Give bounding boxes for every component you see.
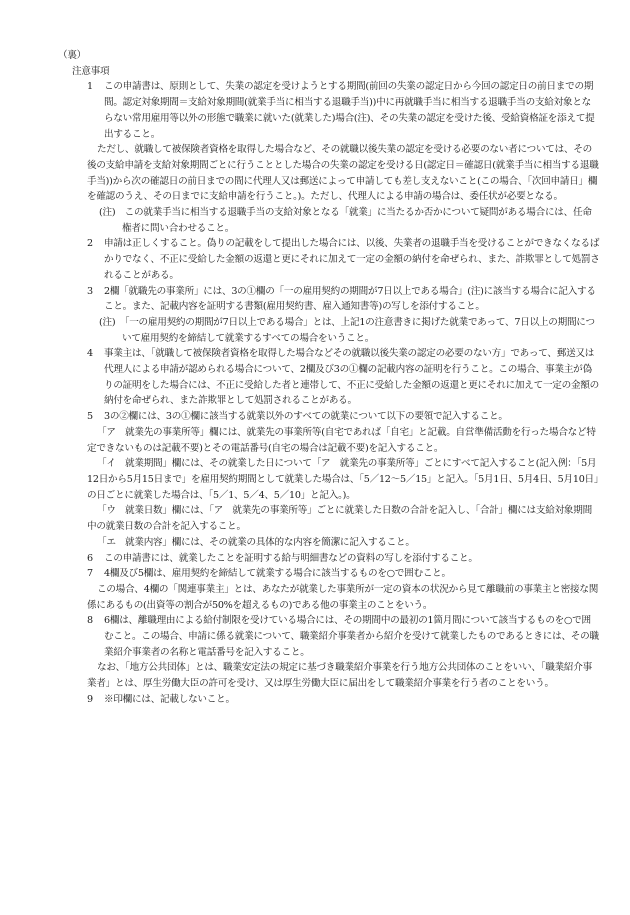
item-number: 8: [87, 615, 93, 627]
item-text: 申請は正しくすること。偽りの記載をして提出した場合には、以後、失業者の退職手当を受けることができなくなるばかりでなく、不正に受給した金額の返還と更にそれに加えて一定の金額の納付を命ぜられ、また、詐欺罪として処罰されることがある。: [104, 238, 600, 281]
item-text: 4欄及び5欄は、雇用契約を締結して就業する場合に該当するものを○で囲むこと。: [104, 568, 451, 580]
list-item-note: (注) この就業手当に相当する退職手当の支給対象となる「就業」に当たるか否かについて疑問がある場合には、任命権者に問い合わせること。: [99, 207, 592, 234]
list-item: [66, 566, 600, 582]
item-number: 7: [87, 568, 93, 580]
item-text: この申請書は、原則として、失業の認定を受けようとする期間(前回の失業の認定日から今回の認定日の前日までの期間。認定対象期間＝支給対象期間(就業手当に相当する退職手当))中に再就職手当に相当する退職手当の支給対象とならない常用雇用等以外の形態で職業に就いた(就業した)場合(注)、その失業の認定を受けた後、受給資格証を添えて提出すること。: [104, 81, 595, 140]
list-item: [66, 284, 600, 315]
list-item-continuation: この場合、4欄の「関連事業主」とは、あなたが就業した事業所が一定の資本の状況から見て離職前の事業主と密接な関係にあるもの(出資等の割合が50%を超えるもの)である他の事業主のことをいう。: [87, 583, 599, 611]
item-number: 3: [87, 285, 93, 297]
item-number: 1: [87, 81, 93, 93]
list-item-continuation: ただし、就職して被保険者資格を取得した場合など、その就職以後失業の認定を受ける必要のない者については、その後の支給申請を支給対象期間ごとに行うこととした場合の失業の認定を受ける日(認定日＝確認日(就業手当に相当する退職手当))から次の確認日の前日までの間に代理人又は郵送によって申請しても差し支えないこと(この場合、「次回申請日」欄を確認のうえ、その日までに支給申請を行うこと。)。ただし、代理人による申請の場合は、委任状が必要となる。: [87, 144, 599, 203]
item-number: 4: [87, 348, 93, 360]
sub-item: 「ウ 就業日数」欄には、「ア 就業先の事業所等」ごとに就業した日数の合計を記入し、「合計」欄には支給対象期間中の就業日数の合計を記入すること。: [87, 505, 592, 533]
item-number: 6: [87, 552, 93, 564]
list-item: [66, 551, 600, 567]
list-item: [66, 79, 600, 142]
item-text: 2欄「就職先の事業所」には、3の①欄の「一の雇用契約の期間が7日以上である場合」(注)に該当する場合に記入すること。また、記載内容を証明する書類(雇用契約書、雇入通知書等)の写しを添付すること。: [104, 285, 596, 313]
sub-item: 「エ 就業内容」欄には、その就業の具体的な内容を簡潔に記入すること。: [97, 536, 415, 548]
item-text: 事業主は、「就職して被保険者資格を取得した場合などその就職以後失業の認定の必要のない方」であって、郵送又は代理人による申請が認められる場合について、2欄及び3の①欄の記載内容の証明を行うこと。この場合、事業主が偽りの証明をした場合には、不正に受給した者と連帯して、不正に受給した金額の返還と更にそれに加えて一定の金額の納付を命ぜられ、また詐欺罪として処罰されることがある。: [104, 348, 600, 407]
item-text: 6欄は、離職理由による給付制限を受けている場合には、その期間中の最初の1箇月間について該当するものを○で囲むこと。この場合、申請に係る就業について、職業紹介事業者から紹介を受けて就業したものであるときには、その職業紹介事業者の名称と電話番号を記入すること。: [104, 615, 599, 658]
list-item: [66, 613, 600, 660]
list-item: [66, 236, 600, 283]
list-item-continuation: なお、「地方公共団体」とは、職業安定法の規定に基づき職業紹介事業を行う地方公共団体のことをいい、「職業紹介事業者」とは、厚生労働大臣の許可を受け、又は厚生労働大臣に届出をして職業紹介事業を行う者のことをいう。: [87, 662, 592, 690]
item-number: 9: [87, 693, 93, 705]
item-number: 2: [87, 238, 93, 250]
item-text: 3の②欄には、3の①欄に該当する就業以外のすべての就業について以下の要領で記入すること。: [104, 411, 508, 423]
list-item: [66, 346, 600, 409]
list-item: [66, 692, 600, 708]
item-number: 5: [87, 411, 93, 423]
item-text: ※印欄には、記載しないこと。: [104, 693, 235, 705]
list-item-note: (注) 「一の雇用契約の期間が7日以上である場合」とは、上記1の注意書きに掲げた就業であって、7日以上の期間について雇用契約を締結して就業するすべての場合をいうこと。: [99, 316, 595, 344]
sub-item: 「ア 就業先の事業所等」欄には、就業先の事業所等(自宅であれば「自宅」と記載。自営準備活動を行った場合など特定できないものは記載不要)とその電話番号(自宅の場合は記載不要)を記入すること。: [87, 426, 596, 454]
list-item: [66, 409, 600, 425]
page-side-label: （裏）: [58, 50, 87, 61]
item-text: この申請書には、就業したことを証明する給与明細書などの資料の写しを添付すること。: [104, 552, 478, 564]
section-title: 注意事項: [72, 65, 110, 77]
sub-item: 「イ 就業期間」欄には、その就業した日について「ア 就業先の事業所等」ごとにすべて記入すること(記入例：「5月12日から5月15日まで」を雇用契約期間として就業した場合は、「5／12〜5／15」と記入。「5月1日、5月4日、5月10日」の日ごとに就業した場合は、「5／1、5／4、5／10」と記入。)。: [87, 458, 599, 501]
document-page: [58, 48, 600, 708]
